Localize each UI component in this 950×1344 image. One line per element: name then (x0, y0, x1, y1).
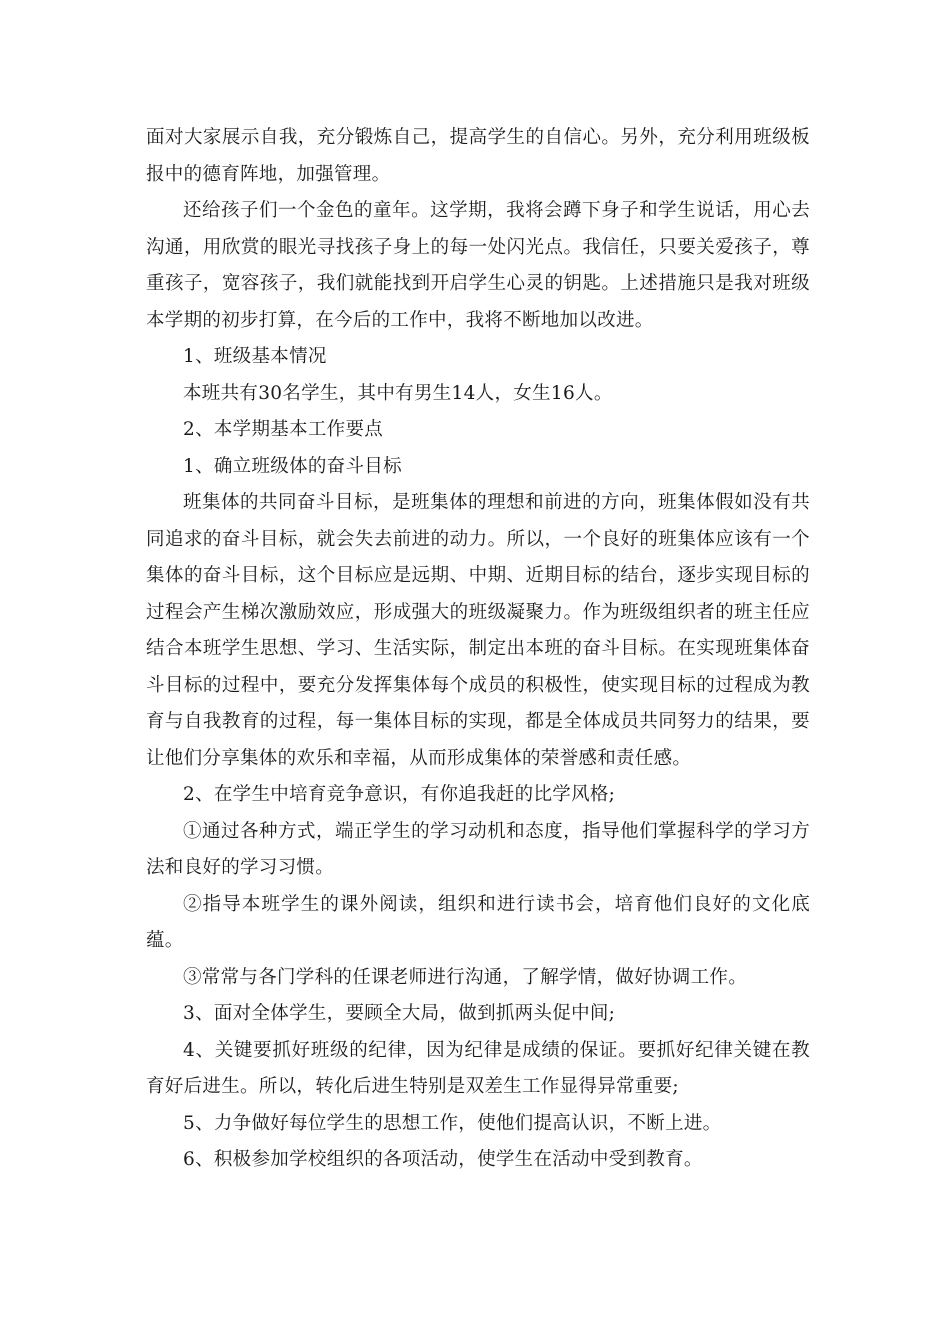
item-all-students: 3、面对全体学生，要顾全大局，做到抓两头促中间; (183, 1003, 616, 1024)
item-discipline: 4、关键要抓好班级的纪律，因为纪律是成绩的保证。要抓好纪律关键在教育好后进生。所以，转化后进生特别是双差生工作显得异常重要; (146, 1039, 810, 1097)
heading-class-goal: 1、确立班级体的奋斗目标 (183, 455, 402, 477)
heading-work-points: 2、本学期基本工作要点 (183, 419, 384, 440)
document-body (146, 120, 810, 1179)
paragraph-class-goal: 班集体的共同奋斗目标，是班集体的理想和前进的方向，班集体假如没有共同追求的奋斗目标，就会失去前进的动力。所以，一个良好的班集体应该有一个集体的奋斗目标，这个目标应是远期、中期、近期目标的结台，逐步实现目标的过程会产生梯次激励效应，形成强大的班级凝聚力。作为班级组织者的班主任应结合本班学生思想、学习、生活实际，制定出本班的奋斗目标。在实现班集体奋斗目标的过程中，要充分发挥集体每个成员的积极性，使实现目标的过程成为教育与自我教育的过程，每一集体目标的实现，都是全体成员共同努力的结果，要让他们分享集体的欢乐和幸福，从而形成集体的荣誉感和责任感。 (146, 492, 810, 769)
subitem-2: ②指导本班学生的课外阅读，组织和进行读书会，培育他们良好的文化底蕴。 (146, 893, 810, 951)
item-activities: 6、积极参加学校组织的各项活动，使学生在活动中受到教育。 (183, 1149, 703, 1170)
item-thought-work: 5、力争做好每位学生的思想工作，使他们提高认识，不断上进。 (183, 1112, 722, 1134)
paragraph-1: 面对大家展示自我，充分锻炼自己，提高学生的自信心。另外，充分利用班级板报中的德育阵地，加强管理。 (146, 127, 810, 185)
heading-class-basic-info: 1、班级基本情况 (183, 346, 327, 367)
paragraph-2: 还给孩子们一个金色的童年。这学期，我将会蹲下身子和学生说话，用心去沟通，用欣赏的眼光寻找孩子身上的每一处闪光点。我信任，只要关爱孩子，尊重孩子，宽容孩子，我们就能找到开启学生心灵的钥匙。上述措施只是我对班级本学期的初步打算，在今后的工作中，我将不断地加以改进。 (146, 200, 810, 331)
item-competition: 2、在学生中培育竞争意识，有你追我赶的比学风格; (183, 784, 616, 805)
subitem-1: ①通过各种方式，端正学生的学习动机和态度，指导他们掌握科学的学习方法和良好的学习习惯。 (146, 820, 810, 878)
paragraph-class-size: 本班共有30名学生，其中有男生14人，女生16人。 (183, 382, 613, 404)
subitem-3: ③常常与各门学科的任课老师进行沟通，了解学情，做好协调工作。 (183, 966, 748, 988)
